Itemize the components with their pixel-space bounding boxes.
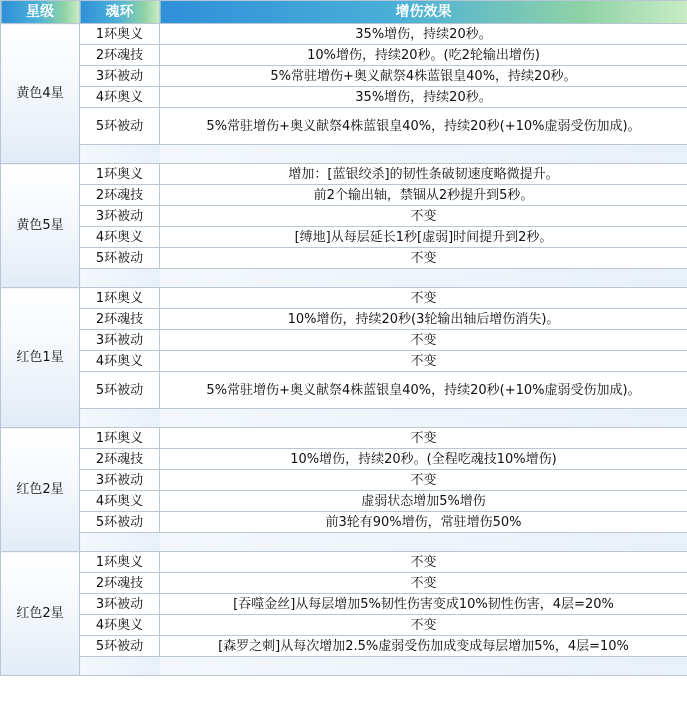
spacer-cell	[160, 269, 687, 288]
effect-cell: 不变	[160, 552, 687, 573]
effect-cell: 35%增伤，持续20秒。	[160, 87, 687, 108]
ring-cell: 4环奥义	[80, 227, 160, 248]
spacer-cell	[80, 533, 160, 552]
effect-cell: [缚地]从每层延长1秒[虚弱]时间提升到2秒。	[160, 227, 687, 248]
spacer-row	[1, 657, 687, 676]
header-row	[1, 1, 687, 24]
spacer-cell	[160, 657, 687, 676]
effect-cell: 不变	[160, 573, 687, 594]
table-row	[1, 248, 687, 269]
effect-cell: 10%增伤，持续20秒(3轮输出轴后增伤消失)。	[160, 309, 687, 330]
spacer-cell	[80, 145, 160, 164]
effect-cell: 10%增伤，持续20秒。(全程吃魂技10%增伤)	[160, 449, 687, 470]
ring-cell: 3环被动	[80, 470, 160, 491]
table-row	[1, 227, 687, 248]
star-group	[1, 288, 687, 428]
ring-cell: 3环被动	[80, 594, 160, 615]
table-row	[1, 428, 687, 449]
ring-cell: 2环魂技	[80, 573, 160, 594]
table-row	[1, 636, 687, 657]
ring-cell: 5环被动	[80, 372, 160, 409]
table-row	[1, 615, 687, 636]
table-row	[1, 87, 687, 108]
table-row	[1, 24, 687, 45]
spacer-cell	[80, 657, 160, 676]
spacer-cell	[160, 533, 687, 552]
star-level-cell: 黄色4星	[1, 24, 80, 164]
ring-cell: 5环被动	[80, 512, 160, 533]
effect-cell: 不变	[160, 351, 687, 372]
ring-cell: 1环奥义	[80, 428, 160, 449]
table-row	[1, 164, 687, 185]
ring-cell: 2环魂技	[80, 309, 160, 330]
effect-cell: 不变	[160, 428, 687, 449]
effect-cell: 5%常驻增伤+奥义献祭4株蓝银皇40%，持续20秒(+10%虚弱受伤加成)。	[160, 372, 687, 409]
header-ring: 魂环	[80, 1, 160, 24]
star-level-cell: 黄色5星	[1, 164, 80, 288]
effect-cell: 前2个输出轴，禁锢从2秒提升到5秒。	[160, 185, 687, 206]
ring-cell: 1环奥义	[80, 288, 160, 309]
table-row	[1, 108, 687, 145]
spacer-cell	[80, 269, 160, 288]
effect-cell: 不变	[160, 288, 687, 309]
effect-cell: 增加：[蓝银绞杀]的韧性条破韧速度略微提升。	[160, 164, 687, 185]
table-row	[1, 185, 687, 206]
star-group	[1, 164, 687, 288]
star-level-cell: 红色2星	[1, 552, 80, 676]
star-group	[1, 428, 687, 552]
table-row	[1, 594, 687, 615]
ring-cell: 4环奥义	[80, 87, 160, 108]
effect-cell: 35%增伤，持续20秒。	[160, 24, 687, 45]
spacer-cell	[160, 409, 687, 428]
table-row	[1, 309, 687, 330]
star-group	[1, 552, 687, 676]
spacer-cell	[160, 145, 687, 164]
ring-cell: 1环奥义	[80, 164, 160, 185]
effect-cell: 前3轮有90%增伤，常驻增伤50%	[160, 512, 687, 533]
ring-cell: 4环奥义	[80, 351, 160, 372]
ring-cell: 5环被动	[80, 248, 160, 269]
star-level-cell: 红色2星	[1, 428, 80, 552]
ring-cell: 4环奥义	[80, 491, 160, 512]
effect-cell: [吞噬金丝]从每层增加5%韧性伤害变成10%韧性伤害，4层=20%	[160, 594, 687, 615]
spacer-row	[1, 145, 687, 164]
table-row	[1, 372, 687, 409]
effect-cell: 10%增伤，持续20秒。(吃2轮输出增伤)	[160, 45, 687, 66]
table-row	[1, 573, 687, 594]
ring-cell: 2环魂技	[80, 45, 160, 66]
table-row	[1, 491, 687, 512]
effect-cell: 不变	[160, 615, 687, 636]
table-row	[1, 470, 687, 491]
star-group	[1, 24, 687, 164]
spacer-row	[1, 269, 687, 288]
effect-cell: 虚弱状态增加5%增伤	[160, 491, 687, 512]
effect-cell: 不变	[160, 330, 687, 351]
ring-cell: 1环奥义	[80, 24, 160, 45]
table-row	[1, 45, 687, 66]
table-row	[1, 330, 687, 351]
ring-cell: 5环被动	[80, 108, 160, 145]
spacer-row	[1, 409, 687, 428]
effect-cell: 不变	[160, 470, 687, 491]
spacer-row	[1, 533, 687, 552]
table-row	[1, 512, 687, 533]
star-level-cell: 红色1星	[1, 288, 80, 428]
table-row	[1, 351, 687, 372]
table-row	[1, 66, 687, 87]
table-row	[1, 288, 687, 309]
table-row	[1, 449, 687, 470]
effect-cell: 5%常驻增伤+奥义献祭4株蓝银皇40%，持续20秒(+10%虚弱受伤加成)。	[160, 108, 687, 145]
ring-cell: 3环被动	[80, 206, 160, 227]
header-star: 星级	[1, 1, 80, 24]
table-row	[1, 552, 687, 573]
ring-cell: 2环魂技	[80, 185, 160, 206]
effect-cell: 不变	[160, 206, 687, 227]
effect-cell: 不变	[160, 248, 687, 269]
effect-cell: [森罗之刺]从每次增加2.5%虚弱受伤加成变成每层增加5%，4层=10%	[160, 636, 687, 657]
ring-cell: 4环奥义	[80, 615, 160, 636]
effect-cell: 5%常驻增伤+奥义献祭4株蓝银皇40%，持续20秒。	[160, 66, 687, 87]
spacer-cell	[80, 409, 160, 428]
ring-cell: 2环魂技	[80, 449, 160, 470]
header-effect: 增伤效果	[160, 1, 687, 24]
ring-cell: 1环奥义	[80, 552, 160, 573]
ring-cell: 5环被动	[80, 636, 160, 657]
table-row	[1, 206, 687, 227]
ring-cell: 3环被动	[80, 330, 160, 351]
ring-cell: 3环被动	[80, 66, 160, 87]
